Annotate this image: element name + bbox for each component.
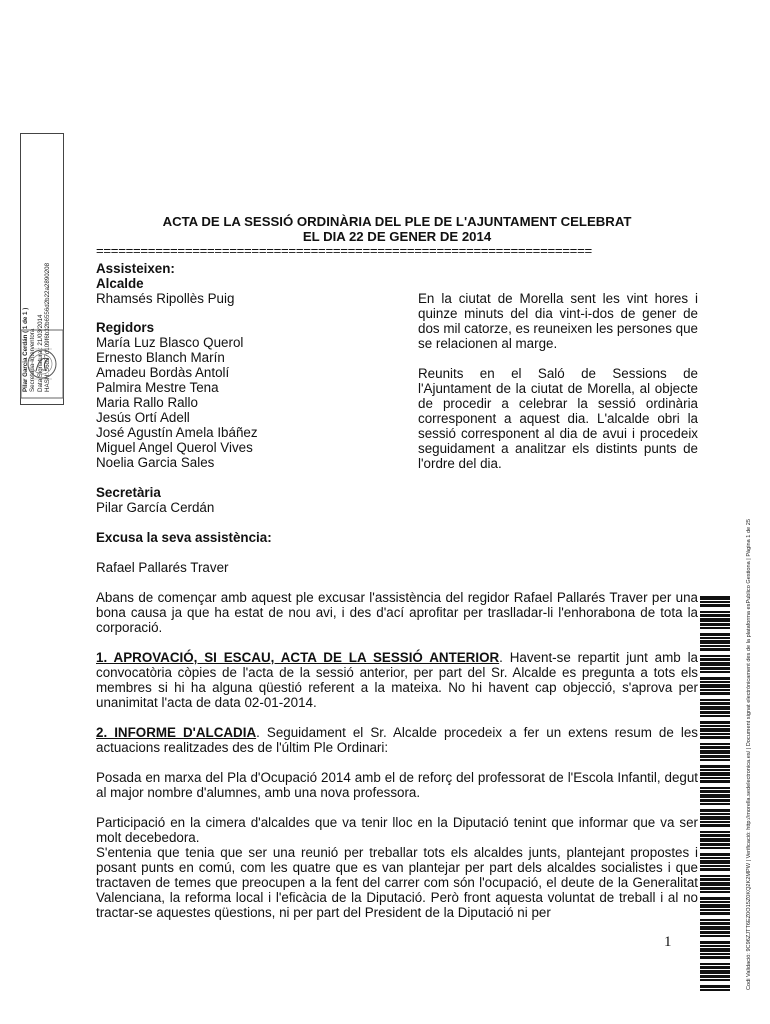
mayor-name: Rhamsés Ripollès Puig [96, 291, 235, 306]
title-rule: =================================================================== [96, 243, 592, 258]
agenda-item-1-heading: 1. APROVACIÓ, SI ESCAU, ACTA DE LA SESSIÓ ANTERIOR [96, 650, 500, 665]
agenda-item-2 [96, 725, 698, 755]
councillor-name: María Luz Blasco Querol [96, 335, 244, 350]
agenda-item-1 [96, 650, 698, 710]
councillor-name: Amadeu Bordàs Antolí [96, 365, 230, 380]
stamp-signer: Pilar Garcia Cerdán ( 1 de 1 ) [22, 307, 29, 392]
attendees-heading: Assisteixen: [96, 261, 175, 276]
secretary-label: Secretària [96, 485, 161, 500]
summit-paragraph-2: S'entenia que tenia que ser una reunió per treballar tots els alcaldes junts, plantejant propostes i posant punts en comú, com les quatre que es van plantejar per part dels alcaldes socialistes i que tractaven de temes que preocupen a la fent del carrer com són l'ocupació, el deute de la Generalitat Valenciana, la reforma local i l'eficàcia de la Diputació. Però front aquesta voluntat de treball i al no tractar-se aquestes qüestions, ni per part del President de la Diputació ni per [96, 845, 698, 920]
councillor-name: José Agustín Amela Ibáñez [96, 425, 258, 440]
councillor-name: Ernesto Blanch Marín [96, 350, 225, 365]
councillors-list [96, 335, 258, 470]
page-number: 1 [664, 934, 672, 950]
summit-paragraph-1: Participació en la cimera d'alcaldes que va tenir lloc en la Diputació tenint que informar que va ser molt decebedora. [96, 815, 698, 845]
secretary-name: Pilar García Cerdán [96, 500, 215, 515]
councillor-name: Maria Rallo Rallo [96, 395, 198, 410]
stamp-hash: HASH: 56d37d109f6b32b6556d2b22a2890208 [44, 262, 52, 392]
excuse-paragraph: Abans de començar amb aquest ple excusar l'assistència del regidor Rafael Pallarés Traver per una bona causa ja que ha estat de nou avi, i des d'ací aprofitar per traslladar-li l'enhorabona de tota la corporació. [96, 590, 698, 635]
agenda-item-1-text: . Havent-se repartit junt amb la convocatòria còpies de l'acta de la sessió anterior, per part del Sr. Alcalde es pregunta a tots els membres si hi ha alguna qüestió referent a la mateixa. No hi havent cap objecció, s'aprova per unanimitat l'acta de data 02-01-2014. [96, 650, 698, 710]
mayor-label: Alcalde [96, 276, 144, 291]
stamp-role: Secretaria-Interventora [29, 328, 37, 392]
excused-label: Excusa la seva assistència: [96, 530, 272, 545]
agenda-item-2-text: . Seguidament el Sr. Alcalde procedeix a fer un extens resum de les actuacions realitzades des de l'últim Ple Ordinari: [96, 725, 698, 755]
intro-paragraph-1: En la ciutat de Morella sent les vint hores i quinze minuts del dia vint-i-dos de gener de dos mil catorze, es reuneixen les persones que se relacionen al marge. [418, 291, 698, 351]
agenda-item-2-heading: 2. INFORME D'ALCADIA [96, 725, 257, 740]
councillor-name: Noelia Garcia Sales [96, 455, 215, 470]
intro-paragraph-2: Reunits en el Saló de Sessions de l'Ajuntament de la ciutat de Morella, al objecte de procedir a celebrar la sessió ordinària corresponent a aquest dia. L'alcalde obri la sessió corresponent al dia de avui i procedeix seguidament a analitzar els distints punts de l'ordre del dia. [418, 366, 698, 471]
verification-text: Codi Validació: 9C96ZJTT6EZ0O15Z0KQ2K2MPW | Verificació: http://morella.sedelectronica.es/ | Document signat electrònicament des de la plataforma esPublico Gestiona | Pàgina 1 de 25 [746, 519, 752, 990]
excused-name: Rafael Pallarés Traver [96, 560, 229, 575]
seal-icon [20, 329, 64, 399]
document-title-line2: EL DIA 22 DE GENER DE 2014 [302, 229, 492, 244]
councillor-name: Jesús Ortí Adell [96, 410, 190, 425]
councillors-label: Regidors [96, 320, 155, 335]
councillor-name: Palmira Mestre Tena [96, 380, 219, 395]
councillor-name: Miguel Angel Querol Vives [96, 440, 253, 455]
barcode-icon [700, 596, 730, 992]
stamp-date: Data Signatura : 21/03/2014 [36, 314, 44, 392]
document-title-line1: ACTA DE LA SESSIÓ ORDINÀRIA DEL PLE DE L'AJUNTAMENT CELEBRAT [162, 214, 632, 229]
occupation-paragraph: Posada en marxa del Pla d'Ocupació 2014 amb el de reforç del professorat de l'Escola Infantil, degut al major nombre d'alumnes, amb una nova professora. [96, 770, 698, 800]
